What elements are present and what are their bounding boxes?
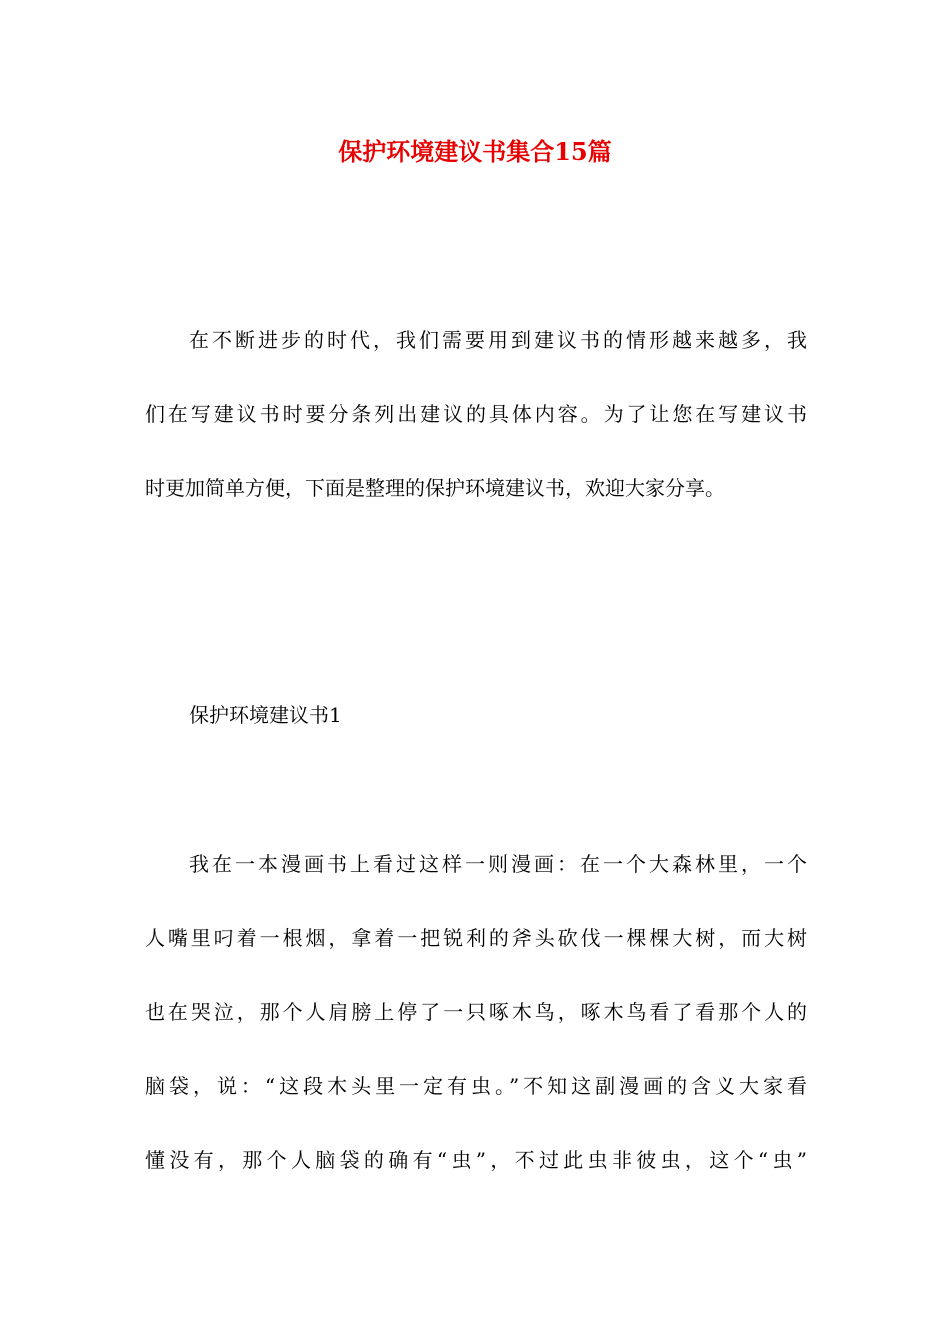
intro-paragraph [145, 303, 807, 525]
intro-line: 时更加简单方便，下面是整理的保护环境建议书，欢迎大家分享。 [145, 476, 725, 500]
section-line: 我在一本漫画书上看过这样一则漫画：在一个大森林里，一个 [189, 852, 807, 876]
section-line: 脑袋，说：“这段木头里一定有虫。”不知这副漫画的含义大家看 [145, 1074, 807, 1098]
section-line: 人嘴里叼着一根烟，拿着一把锐利的斧头砍伐一棵棵大树，而大树 [145, 926, 807, 950]
section-line: 懂没有，那个人脑袋的确有“虫”，不过此虫非彼虫，这个“虫” [145, 1148, 807, 1172]
intro-line: 在不断进步的时代，我们需要用到建议书的情形越来越多，我 [189, 328, 807, 352]
section-line: 也在哭泣，那个人肩膀上停了一只啄木鸟，啄木鸟看了看那个人的 [145, 1000, 807, 1024]
document-title: 保护环境建议书集合15篇 [338, 137, 612, 166]
intro-line: 们在写建议书时要分条列出建议的具体内容。为了让您在写建议书 [145, 402, 807, 426]
section-heading: 保护环境建议书1 [189, 703, 342, 727]
section-paragraph [145, 827, 807, 1197]
